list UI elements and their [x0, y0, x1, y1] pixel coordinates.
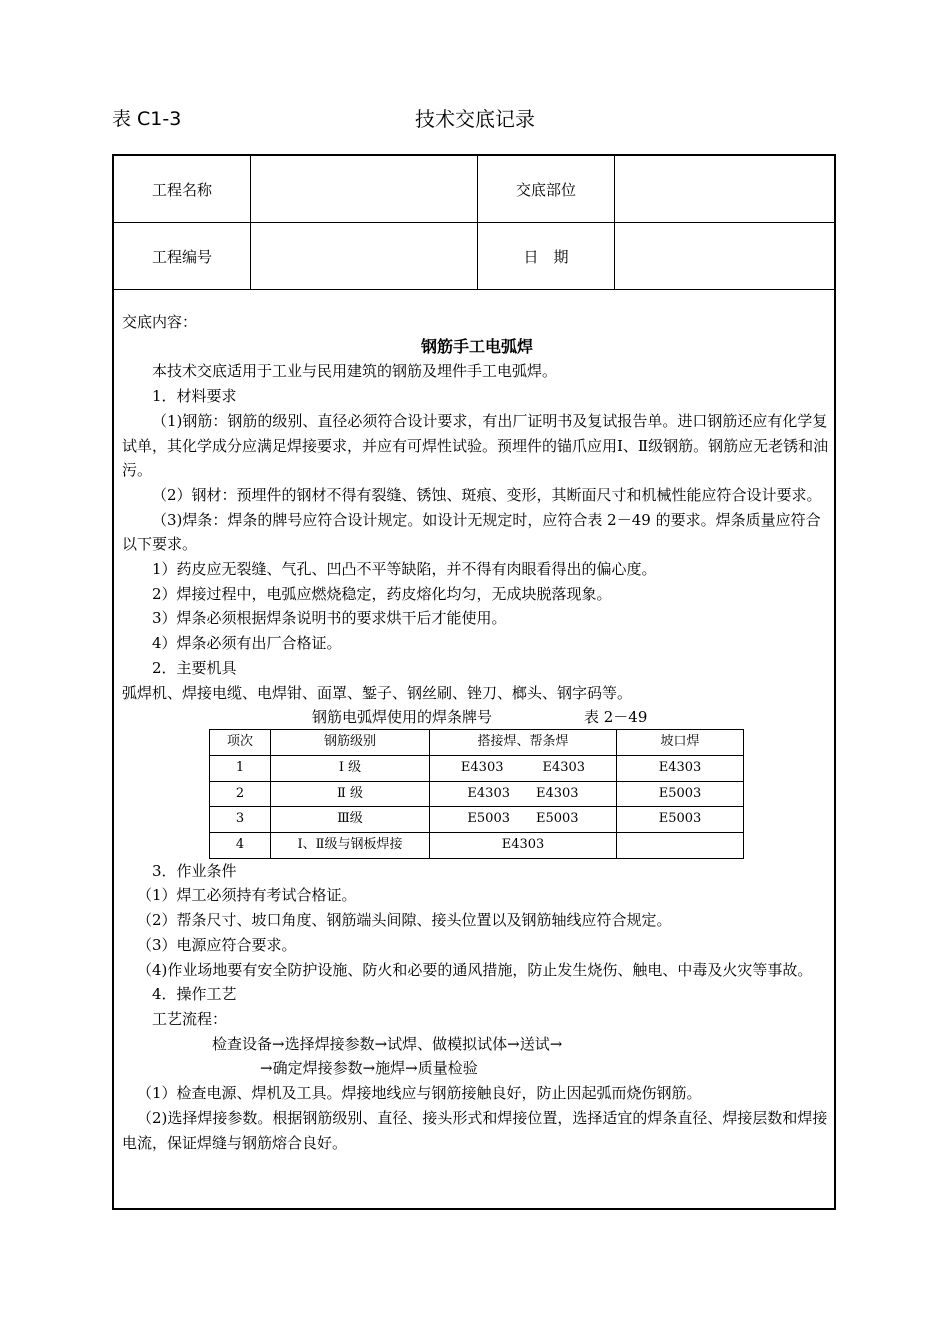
- section-3-title: 3．作业条件: [152, 861, 237, 880]
- info-table: [114, 156, 834, 290]
- form-frame: [112, 154, 836, 1210]
- intro-paragraph: 本技术交底适用于工业与民用建筑的钢筋及埋件手工电弧焊。: [152, 362, 558, 381]
- list-item: 2）焊接过程中，电弧应燃烧稳定，药皮熔化均匀，无成块脱落现象。: [152, 584, 612, 603]
- list-item: 4）焊条必须有出厂合格证。: [152, 634, 342, 653]
- table-row: [210, 781, 744, 807]
- paragraph-steel-plate: （2）钢材：预埋件的钢材不得有裂缝、锈蚀、斑痕、变形，其断面尺寸和机械性能应符合设计要求。: [152, 485, 822, 504]
- flow-label: 工艺流程：: [152, 1009, 228, 1028]
- table-header-cell: 搭接焊、帮条焊: [430, 730, 617, 756]
- table-cell: Ⅰ 级: [271, 755, 430, 781]
- form-code: 表 C1-3: [112, 108, 182, 130]
- table-header-cell: 钢筋级别: [271, 730, 430, 756]
- list-item: （1）焊工必须持有考试合格证。: [137, 886, 357, 905]
- table-cell: Ⅰ、Ⅱ级与钢板焊接: [271, 833, 430, 859]
- electrode-table: [209, 729, 744, 859]
- list-item: 3）焊条必须根据焊条说明书的要求烘干后才能使用。: [152, 609, 507, 628]
- table-header-row: [210, 730, 744, 756]
- tools-paragraph: 弧焊机、焊接电缆、电焊钳、面罩、錾子、钢丝刷、锉刀、榔头、钢字码等。: [122, 683, 633, 702]
- table-cell: 3: [210, 807, 271, 833]
- table-cell: Ⅱ 级: [271, 781, 430, 807]
- table-cell: E4303 E4303: [430, 755, 617, 781]
- table-cell: E4303: [430, 833, 617, 859]
- project-name-field[interactable]: [251, 156, 478, 223]
- project-no-label: 工程编号: [114, 223, 251, 290]
- location-label: 交底部位: [478, 156, 615, 223]
- paragraph-steel: （1)钢筋：钢筋的级别、直径必须符合设计要求，有出厂证明书及复试报告单。进口钢筋还应有化学复试单，其化学成分应满足焊接要求，并应有可焊性试验。预埋件的锚爪应用Ⅰ、Ⅱ级钢筋。钢筋应无老锈和油污。: [122, 411, 829, 480]
- table-cell: [617, 833, 744, 859]
- table-cell: E5003: [617, 807, 744, 833]
- list-item: （3）电源应符合要求。: [137, 935, 297, 954]
- location-field[interactable]: [615, 156, 835, 223]
- project-name-label: 工程名称: [114, 156, 251, 223]
- table-cell: E5003: [617, 781, 744, 807]
- table-caption-row: [122, 705, 832, 729]
- table-row: [210, 755, 744, 781]
- list-item: 1）药皮应无裂缝、气孔、凹凸不平等缺陷，并不得有肉眼看得出的偏心度。: [152, 560, 657, 579]
- process-flow-line-2: →确定焊接参数→施焊→质量检验: [260, 1059, 478, 1078]
- project-no-field[interactable]: [251, 223, 478, 290]
- list-item: （2)选择焊接参数。根据钢筋级别、直径、接头形式和焊接位置，选择适宜的焊条直径、焊接层数和焊接电流，保证焊缝与钢筋熔合良好。: [122, 1108, 828, 1152]
- table-header-cell: 坡口焊: [617, 730, 744, 756]
- list-item: （2）帮条尺寸、坡口角度、钢筋端头间隙、接头位置以及钢筋轴线应符合规定。: [137, 911, 672, 930]
- section-4-title: 4．操作工艺: [152, 985, 237, 1004]
- table-cell: E4303: [617, 755, 744, 781]
- table-row: [210, 833, 744, 859]
- process-flow-line-1: 检查设备→选择焊接参数→试焊、做模拟试体→送试→: [212, 1034, 563, 1053]
- table-cell: 1: [210, 755, 271, 781]
- list-item: （4)作业场地要有安全防护设施、防火和必要的通风措施，防止发生烧伤、触电、中毒及火灾等事故。: [137, 960, 813, 979]
- table-cell: E5003 E5003: [430, 807, 617, 833]
- list-item: （1）检查电源、焊机及工具。焊接地线应与钢筋接触良好，防止因起弧而烧伤钢筋。: [137, 1084, 702, 1103]
- date-field[interactable]: [615, 223, 835, 290]
- paragraph-electrode: （3)焊条：焊条的牌号应符合设计规定。如设计无规定时，应符合表 2－49 的要求。焊条质量应符合以下要求。: [122, 510, 821, 554]
- table-caption: 钢筋电弧焊使用的焊条牌号: [312, 708, 493, 727]
- table-cell: E4303 E4303: [430, 781, 617, 807]
- section-2-title: 2．主要机具: [152, 658, 237, 677]
- content-subtitle: 钢筋手工电弧焊: [420, 336, 533, 356]
- table-header-cell: 项次: [210, 730, 271, 756]
- table-cell: Ⅲ级: [271, 807, 430, 833]
- table-cell: 4: [210, 833, 271, 859]
- section-1-title: 1．材料要求: [152, 387, 237, 406]
- table-cell: 2: [210, 781, 271, 807]
- page-title: 技术交底记录: [415, 107, 535, 131]
- content-label: 交底内容：: [122, 313, 198, 331]
- content-body: [122, 310, 832, 1155]
- table-row: [210, 807, 744, 833]
- date-label: 日 期: [478, 223, 615, 290]
- table-number: 表 2－49: [584, 708, 648, 727]
